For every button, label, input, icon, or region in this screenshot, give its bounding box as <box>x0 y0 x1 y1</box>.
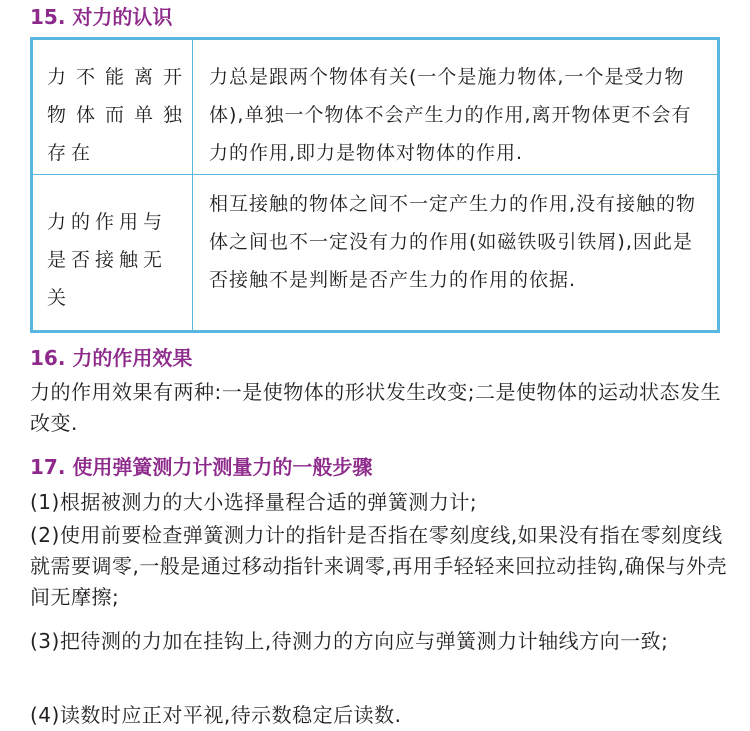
step-2: (2)使用前要检查弹簧测力计的指针是否指在零刻度线,如果没有指在零刻度线就需要调零,一般是通过移动指针来调零,再用手轻轻来回拉动挂钩,确保与外壳间无摩擦; <box>30 523 728 609</box>
table-cell-content <box>193 175 717 330</box>
row-1-label: 力不能离开物体而单独存在 <box>47 66 187 164</box>
row-2-label: 力的作用与是否接触无关 <box>47 211 168 309</box>
table-cell-label <box>33 175 193 330</box>
section-16-text: 力的作用效果有两种:一是使物体的形状发生改变;二是使物体的运动状态发生改变. <box>30 380 721 435</box>
table-row <box>33 175 717 330</box>
row-1-content: 力总是跟两个物体有关(一个是施力物体,一个是受力物体),单独一个物体不会产生力的作用,离开物体更不会有力的作用,即力是物体对物体的作用. <box>209 66 692 164</box>
step-1: (1)根据被测力的大小选择量程合适的弹簧测力计; <box>30 490 478 514</box>
section-17-title: 17. 使用弹簧测力计测量力的一般步骤 <box>30 455 373 479</box>
section-15-title: 15. 对力的认识 <box>30 5 173 29</box>
section-16-title: 16. 力的作用效果 <box>30 346 193 370</box>
row-2-content: 相互接触的物体之间不一定产生力的作用,没有接触的物体之间也不一定没有力的作用(如磁铁吸引铁屑),因此是否接触不是判断是否产生力的作用的依据. <box>209 193 697 291</box>
force-concept-table <box>30 37 720 333</box>
step-4: (4)读数时应正对平视,待示数稳定后读数. <box>30 703 402 727</box>
step-3: (3)把待测的力加在挂钩上,待测力的方向应与弹簧测力计轴线方向一致; <box>30 629 669 653</box>
table-cell-label <box>33 40 193 174</box>
table-cell-content <box>193 40 717 174</box>
table-row <box>33 40 717 175</box>
